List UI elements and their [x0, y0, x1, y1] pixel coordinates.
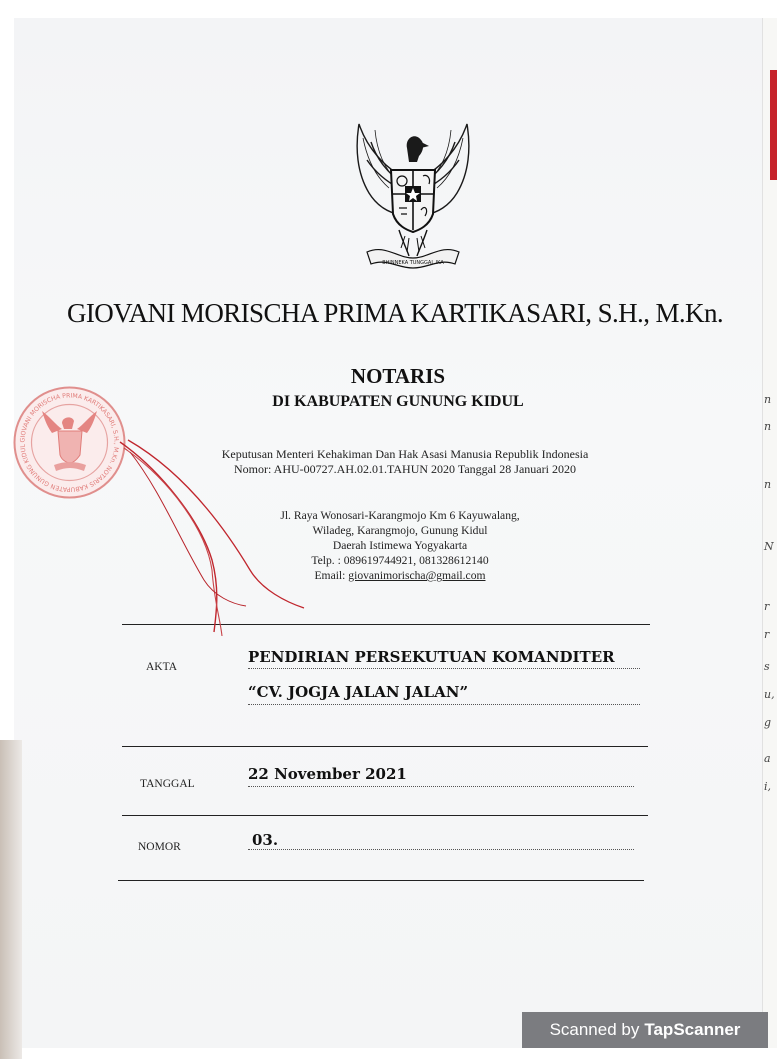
tanggal-value: 22 November 2021	[248, 765, 407, 783]
edge-text: n	[764, 393, 772, 406]
edge-text: n	[764, 420, 772, 433]
dotted-line	[248, 668, 640, 669]
decree-line: Keputusan Menteri Kehakiman Dan Hak Asasi Manusia Republik Indonesia	[221, 447, 589, 461]
edge-text: n	[764, 478, 772, 491]
tanggal-label: TANGGAL	[140, 778, 195, 790]
edge-text: u,	[764, 688, 775, 701]
office-title: NOTARIS	[350, 364, 446, 388]
scanner-watermark	[522, 1012, 768, 1048]
nomor-value: 03.	[252, 831, 279, 849]
notary-name: GIOVANI MORISCHA PRIMA KARTIKASARI, S.H., M.Kn.	[66, 298, 724, 328]
divider	[122, 815, 648, 816]
address-phone: Telp. : 089619744921, 081328612140	[311, 554, 489, 567]
edge-text: a	[764, 752, 771, 765]
address-email-row	[210, 568, 590, 583]
address-block	[210, 508, 590, 583]
divider-top	[122, 624, 650, 625]
edge-text: r	[764, 600, 770, 613]
akta-title: PENDIRIAN PERSEKUTUAN KOMANDITER	[248, 648, 615, 666]
watermark-brand: TapScanner	[644, 1020, 741, 1039]
dotted-line	[248, 704, 640, 705]
edge-text: i,	[764, 780, 772, 793]
nomor-label: NOMOR	[138, 841, 181, 853]
edge-text: r	[764, 628, 770, 641]
email-link[interactable]: giovanimorischa@gmail.com	[348, 569, 486, 582]
seal-text: GIOVANI MORISCHA PRIMA KARTIKASARI, S.H., M.Kn. NOTARIS KABUPATEN GUNUNG KIDUL	[19, 392, 120, 493]
watermark-prefix: Scanned by	[549, 1020, 640, 1039]
edge-text: s	[764, 660, 770, 673]
dotted-line	[248, 786, 634, 787]
finger-shadow	[0, 740, 22, 1059]
akta-label: AKTA	[146, 661, 178, 673]
edge-text: g	[764, 716, 772, 729]
divider	[122, 746, 648, 747]
email-label: Email:	[314, 569, 346, 582]
notary-seal-icon	[12, 385, 127, 500]
akta-company-name: “CV. JOGJA JALAN JALAN”	[248, 683, 469, 701]
decree-block	[150, 447, 660, 477]
emblem-motto: BHINNEKA TUNGGAL IKA	[382, 260, 444, 266]
decree-number: Nomor: AHU-00727.AH.02.01.TAHUN 2020 Tanggal 28 Januari 2020	[234, 462, 576, 476]
red-binding-tab	[770, 70, 777, 180]
dotted-line	[248, 849, 634, 850]
edge-text: N	[764, 540, 774, 553]
garuda-emblem-icon	[345, 118, 481, 270]
address-district: Wiladeg, Karangmojo, Gunung Kidul	[312, 524, 488, 537]
divider-bottom	[118, 880, 644, 881]
address-province: Daerah Istimewa Yogyakarta	[332, 539, 468, 552]
address-street: Jl. Raya Wonosari-Karangmojo Km 6 Kayuwalang,	[280, 509, 520, 522]
office-location: DI KABUPATEN GUNUNG KIDUL	[272, 393, 524, 410]
